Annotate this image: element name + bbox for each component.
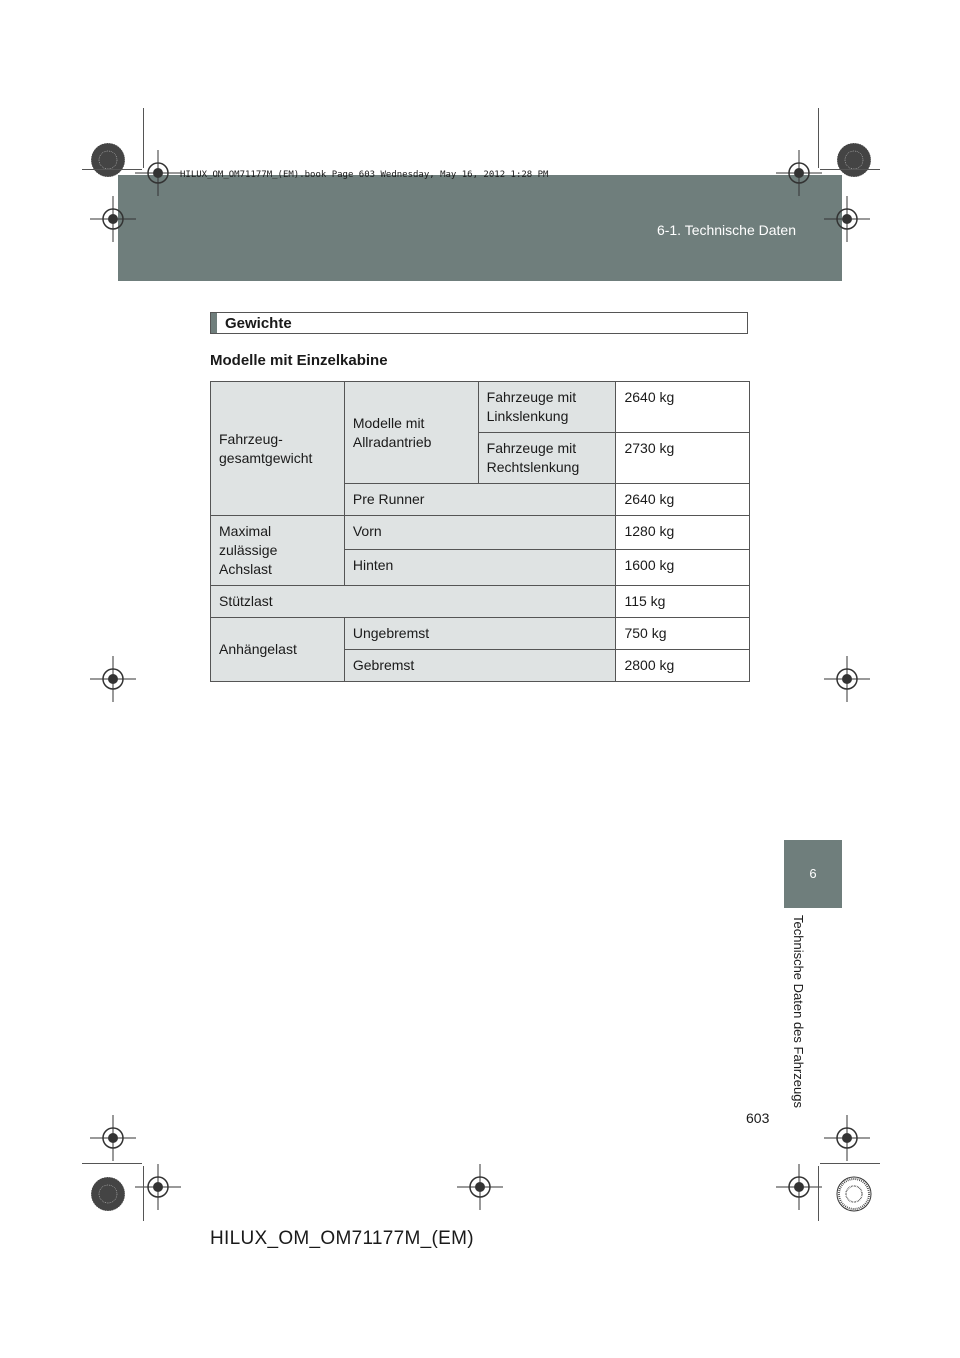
registration-mark-icon	[135, 1164, 181, 1210]
trailer-label: Anhängelast	[211, 618, 345, 682]
crop-mark	[820, 1163, 880, 1164]
page-number: 603	[746, 1110, 770, 1126]
starburst-target-icon	[836, 142, 872, 178]
unbraked-label: Ungebremst	[344, 618, 616, 650]
braked-value: 2800 kg	[616, 650, 750, 682]
section-title: 6-1. Technische Daten	[656, 222, 796, 238]
crop-mark	[143, 1166, 144, 1221]
gvw-label: Fahrzeug- gesamtgewicht	[211, 382, 345, 516]
chapter-tab: 6	[784, 840, 842, 908]
rear-value: 1600 kg	[616, 549, 750, 585]
front-value: 1280 kg	[616, 516, 750, 550]
rhd-value: 2730 kg	[616, 433, 750, 484]
heading-accent-bar	[211, 313, 217, 333]
registration-mark-icon	[824, 1115, 870, 1161]
tongue-label: Stützlast	[211, 586, 616, 618]
prerunner-value: 2640 kg	[616, 484, 750, 516]
lhd-label: Fahrzeuge mit Linkslenkung	[478, 382, 616, 433]
awd-label: Modelle mit Allradantrieb	[344, 382, 478, 484]
prerunner-label: Pre Runner	[344, 484, 616, 516]
registration-mark-icon	[135, 150, 181, 196]
table-row	[211, 618, 750, 650]
starburst-target-icon	[90, 1176, 126, 1212]
table-row	[211, 516, 750, 550]
rhd-label: Fahrzeuge mit Rechtslenkung	[478, 433, 616, 484]
weights-table	[210, 381, 750, 682]
table-row	[211, 382, 750, 433]
registration-mark-icon	[776, 150, 822, 196]
registration-mark-icon	[457, 1164, 503, 1210]
unbraked-value: 750 kg	[616, 618, 750, 650]
starburst-target-icon	[90, 142, 126, 178]
table-row	[211, 586, 750, 618]
lhd-value: 2640 kg	[616, 382, 750, 433]
registration-mark-icon	[824, 196, 870, 242]
crop-mark	[820, 169, 880, 170]
crop-mark	[818, 108, 819, 168]
footer-code: HILUX_OM_OM71177M_(EM)	[210, 1228, 474, 1249]
registration-mark-icon	[90, 656, 136, 702]
axle-label: Maximal zulässige Achslast	[211, 516, 345, 586]
crop-mark	[82, 169, 142, 170]
starburst-target-icon	[836, 1176, 872, 1212]
chapter-tab-label: Technische Daten des Fahrzeugs	[791, 915, 806, 1108]
registration-mark-icon	[90, 196, 136, 242]
heading-text: Gewichte	[225, 314, 292, 332]
crop-mark	[143, 108, 144, 168]
crop-mark	[818, 1166, 819, 1221]
rear-label: Hinten	[344, 549, 616, 585]
registration-mark-icon	[776, 1164, 822, 1210]
braked-label: Gebremst	[344, 650, 616, 682]
registration-mark-icon	[90, 1115, 136, 1161]
registration-mark-icon	[824, 656, 870, 702]
weights-heading	[210, 312, 748, 334]
crop-mark	[82, 1163, 142, 1164]
tongue-value: 115 kg	[616, 586, 750, 618]
front-label: Vorn	[344, 516, 616, 550]
subheading: Modelle mit Einzelkabine	[210, 352, 388, 369]
book-info-line: HILUX_OM_OM71177M_(EM).book Page 603 Wednesday, May 16, 2012 1:28 PM	[180, 170, 549, 180]
